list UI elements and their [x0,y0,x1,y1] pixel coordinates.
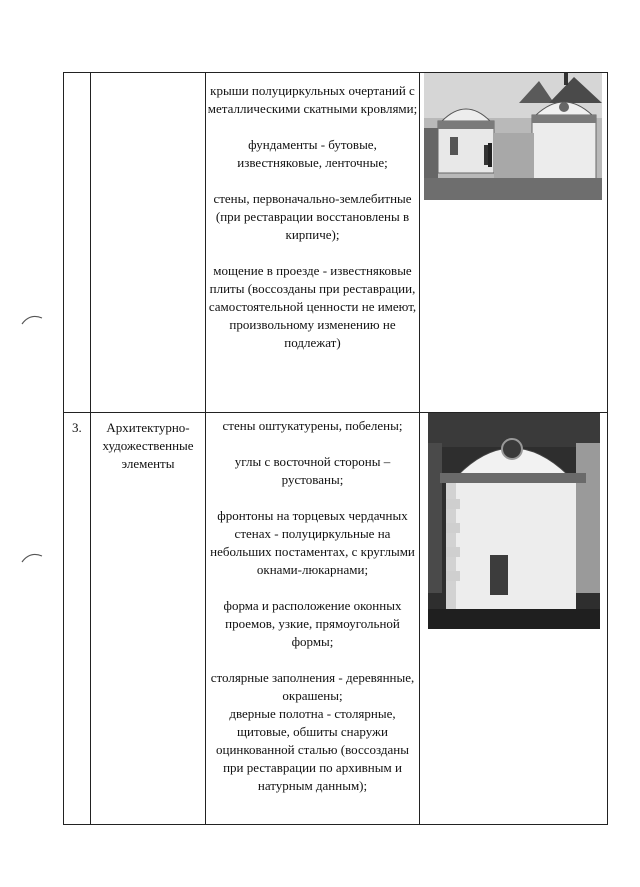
table-row [64,413,608,825]
description-paragraph: мощение в проезде - известняковые плиты (воссозданы при реставрации, самостоятельной ценности не имеют, произвольному изменению не подлежат) [208,263,417,350]
description-cell [206,413,420,825]
description-cell [206,73,420,413]
element-name-cell [91,73,206,413]
description-paragraph: крыши полуциркульных очертаний с металлическими скатными кровлями; [207,83,418,116]
row-number: 3. [72,420,82,435]
description-paragraph: углы с восточной стороны – рустованы; [234,454,391,487]
description-paragraph: дверные полотна - столярные, щитовые, обшиты снаружи оцинкованной сталью (воссозданы при реставрации по архивным и натурным данным); [216,706,409,793]
description-paragraph: стены оштукатурены, побелены; [222,418,403,433]
building-photo-icon [428,413,600,629]
description-paragraph: фундаменты - бутовые, известняковые, ленточные; [237,137,388,170]
punch-hole-mark [20,312,44,326]
description-paragraph: фронтоны на торцевых чердачных стенах - полуциркульные на небольших постаментах, с круглыми окнами-люкарнами; [210,508,415,577]
description-paragraph: форма и расположение оконных проемов, узкие, прямоугольной формы; [223,598,402,649]
row-number-cell [64,73,91,413]
row-number [64,73,90,79]
punch-hole-mark [20,550,44,564]
table-row [64,73,608,413]
photo-cell [420,413,608,825]
element-name [91,73,205,79]
description [206,73,419,352]
description-paragraph: стены, первоначально-землебитные (при реставрации восстановлены в кирпиче); [213,191,412,242]
photo-cell [420,73,608,413]
description-paragraph: столярные заполнения - деревянные, окрашены; [210,670,415,703]
element-name-cell [91,413,206,825]
monument-elements-table [63,72,608,825]
building-photo-icon [424,73,602,200]
description [206,413,419,795]
element-name: Архитектурно-художественные элементы [102,420,194,471]
row-number-cell [64,413,91,825]
